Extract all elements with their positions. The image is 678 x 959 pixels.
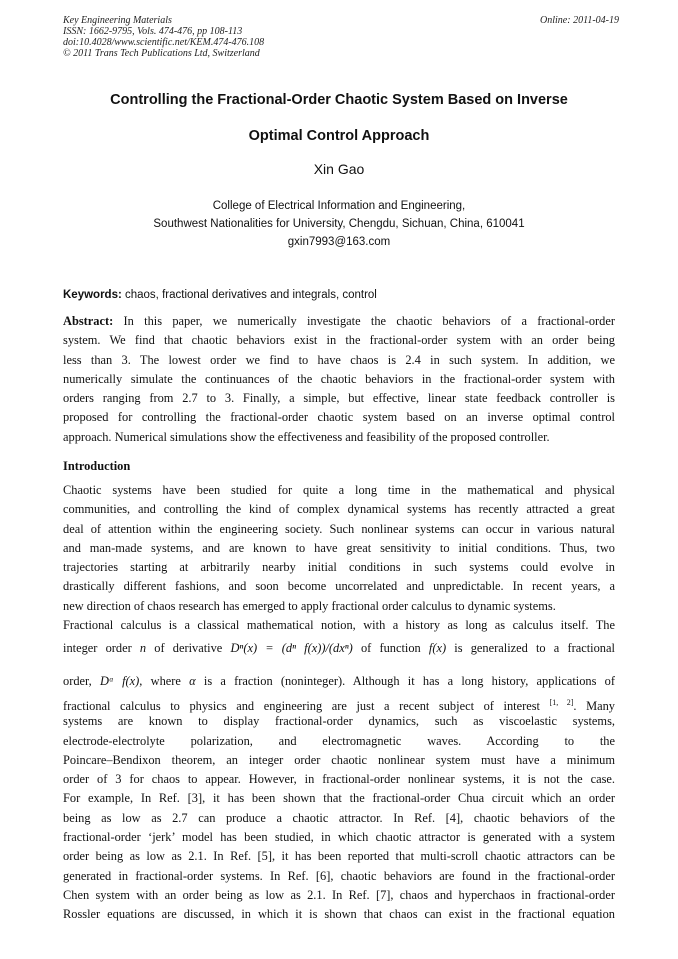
body-line: electrode-electrolyte polarization, and electromagnetic waves. According to the — [63, 733, 615, 748]
body-line: drastically different fashions, and soon become uncorrelated and unpredictable. In recent years, a — [63, 579, 615, 594]
fractional-derivative-formula: Dᵅ f(x) — [99, 674, 140, 689]
text-run: fractional calculus to physics and engineering are just a recent subject of interest — [63, 699, 540, 714]
introduction-paragraph-1 — [63, 481, 615, 698]
abstract-line: numerically simulate the continuances of the chaotic behaviors in the fractional-order system with — [63, 371, 615, 386]
text-run: of function — [360, 641, 421, 656]
abstract-line: approach. Numerical simulations show the effectiveness and feasibility of the proposed controller. — [63, 429, 550, 444]
body-line: Fractional calculus is a classical mathematical notion, with a history as long as calculus itself. The — [63, 618, 615, 633]
journal-name: Key Engineering Materials — [63, 15, 172, 26]
copyright-line: © 2011 Trans Tech Publications Ltd, Switzerland — [63, 48, 260, 59]
body-line: systems are known to display fractional-order dynamics, such as viscoelastic systems, — [63, 714, 615, 729]
abstract-line: less than 3. The lowest order we find to have chaos is 2.4 in such system. In addition, we — [63, 352, 615, 367]
body-line: order of 3 for chaos to appear. However, in fractional-order nonlinear systems, it is not the case. — [63, 772, 615, 787]
body-line: being as low as 2.7 can produce a chaotic attractor. In Ref. [4], chaotic behaviors of the — [63, 810, 615, 825]
introduction-heading: Introduction — [63, 459, 131, 473]
text-run: order, — [63, 674, 92, 689]
text-run: of derivative — [154, 641, 223, 656]
affiliation-line2: Southwest Nationalities for University, Chengdu, Sichuan, China, 610041 — [153, 218, 525, 230]
keywords-label: Keywords: — [63, 289, 122, 301]
author-name: Xin Gao — [313, 161, 365, 177]
derivative-formula: Dⁿ(x) = (dⁿ f(x))/(dxⁿ) — [230, 641, 353, 656]
text-run: . Many — [573, 699, 615, 714]
abstract — [63, 312, 615, 447]
issn-line: ISSN: 1662-9795, Vols. 474-476, pp 108-113 — [63, 26, 243, 37]
body-line: new direction of chaos research has emerged to apply fractional order calculus to dynamic systems. — [63, 598, 556, 613]
body-line: and man-made systems, and are known to have great sensitivity to initial conditions. Thus, two — [63, 540, 615, 555]
body-line: Poincare–Bendixon theorem, an integer order chaotic nonlinear system must have a minimum — [63, 752, 615, 767]
doi-line: doi:10.4028/www.scientific.net/KEM.474-476.108 — [63, 37, 265, 48]
body-line-with-citation — [63, 693, 615, 712]
math-var: α — [189, 674, 196, 689]
abstract-line: In this paper, we numerically investigate the chaotic behaviors of a fractional-order — [123, 314, 615, 328]
keywords — [63, 289, 615, 301]
math-var: f(x) — [428, 641, 447, 656]
keywords-text: chaos, fractional derivatives and integrals, control — [125, 289, 377, 301]
abstract-line: proposed for controlling the fractional-order chaotic system based on an inverse optimal control — [63, 410, 615, 425]
text-run: , where — [139, 674, 181, 689]
introduction-paragraph-2 — [63, 693, 615, 925]
body-line-with-formula — [63, 635, 615, 664]
body-line: fractional-order ‘jerk’ model has been studied, in which chaotic attractor is generated with a system — [63, 830, 615, 845]
abstract-line: system. We find that chaotic behaviors exist in the fractional-order system with an order being — [63, 333, 615, 348]
affiliation-line1: College of Electrical Information and Engineering, — [212, 200, 466, 212]
body-line: For example, In Ref. [3], it has been shown that the fractional-order Chua circuit which an order — [63, 791, 615, 806]
text-run: is generalized to a fractional — [454, 641, 615, 656]
citation: [1, 2] — [549, 698, 574, 707]
body-line: order being as low as 2.1. In Ref. [5], it has been reported that multi-scroll chaotic attractors can be — [63, 849, 615, 864]
body-line: trajectories starting at arbitrarily nearby initial conditions in such systems could evolve in — [63, 560, 615, 575]
paper-title-line1: Controlling the Fractional-Order Chaotic System Based on Inverse — [110, 92, 568, 108]
text-run: integer order — [63, 641, 132, 656]
body-line: generated in fractional-order systems. In Ref. [6], chaotic behaviors are found in the fractional-order — [63, 868, 615, 883]
online-date: Online: 2011-04-19 — [540, 15, 619, 26]
author-email: gxin7993@163.com — [287, 236, 391, 248]
journal-header — [63, 15, 264, 59]
body-line: deal of attention within the engineering society. Such nonlinear systems can occur in various natural — [63, 521, 615, 536]
math-var: n — [139, 641, 147, 656]
body-line: Chaotic systems have been studied for quite a long time in the mathematical and physical — [63, 483, 615, 497]
paper-title-line2: Optimal Control Approach — [248, 128, 430, 144]
text-run: is a fraction (noninteger). Although it has a long history, applications of — [203, 674, 615, 689]
abstract-label: Abstract: — [63, 314, 114, 328]
abstract-line: orders ranging from 2.7 to 3. Finally, a simple, but effective, linear state feedback controller is — [63, 391, 615, 406]
body-line: Rossler equations are discussed, in which it is shown that chaos can exist in the fractional equation — [63, 907, 615, 922]
body-line: Chen system with an order being as low as 2.1. In Ref. [7], chaos and hyperchaos in fractional-order — [63, 887, 615, 902]
body-line: communities, and controlling the kind of complex dynamical systems has recently attracted a great — [63, 502, 615, 517]
